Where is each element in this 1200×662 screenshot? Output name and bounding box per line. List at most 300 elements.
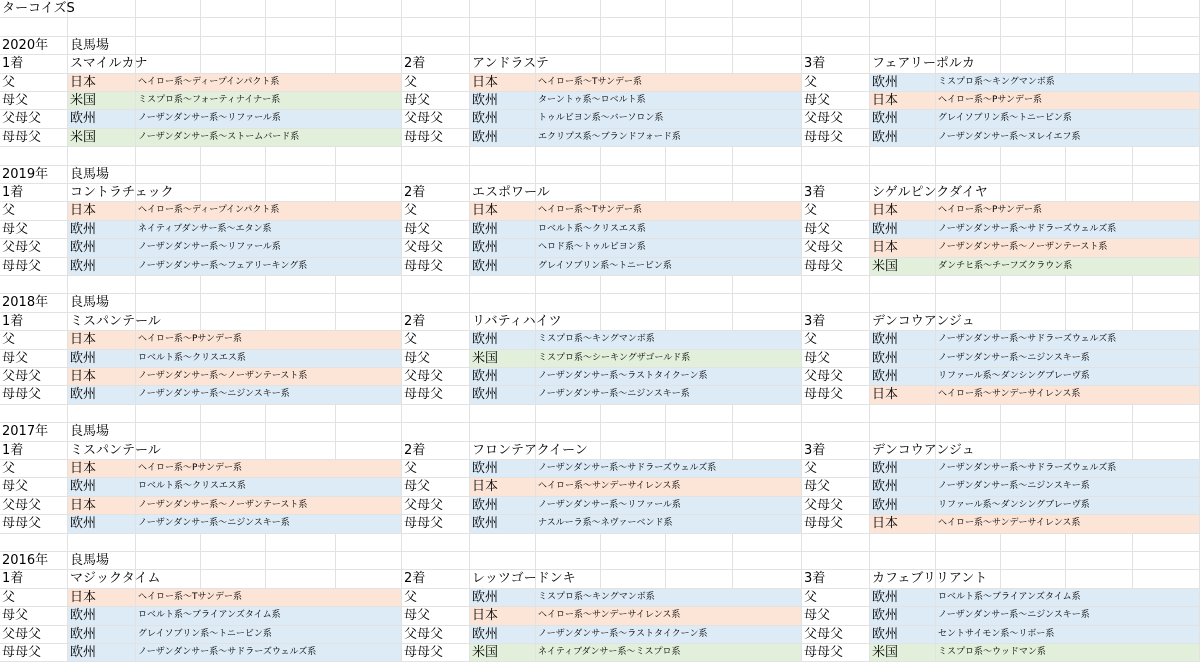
horse-name[interactable]: ミスパンテール xyxy=(68,313,136,331)
empty-cell[interactable] xyxy=(266,55,336,73)
empty-cell[interactable] xyxy=(666,405,733,423)
sire-line[interactable]: ロベルト系～クリスエス系 xyxy=(136,478,402,496)
empty-cell[interactable] xyxy=(870,534,936,552)
empty-cell[interactable] xyxy=(336,313,402,331)
placing-label[interactable]: 1着 xyxy=(0,570,68,588)
sire-line[interactable]: ロベルト系～クリスエス系 xyxy=(136,350,402,368)
sire-region[interactable]: 日本 xyxy=(870,515,936,533)
horse-name[interactable]: ミスパンテール xyxy=(68,442,136,460)
empty-cell[interactable] xyxy=(870,18,936,36)
horse-name[interactable]: シゲルピンクダイヤ xyxy=(870,184,936,202)
placing-label[interactable]: 1着 xyxy=(0,313,68,331)
year-label[interactable]: 2019年 xyxy=(0,166,68,184)
sire-line[interactable]: ミスプロ系～フォーティナイナー系 xyxy=(136,92,402,110)
empty-cell[interactable] xyxy=(266,552,336,570)
empty-cell[interactable] xyxy=(536,405,601,423)
sire-line[interactable]: ミスプロ系～シーキングザゴールド系 xyxy=(536,350,802,368)
sire-region[interactable]: 欧州 xyxy=(470,589,536,607)
empty-cell[interactable] xyxy=(266,184,336,202)
empty-cell[interactable] xyxy=(266,313,336,331)
empty-cell[interactable] xyxy=(601,534,666,552)
horse-name[interactable]: マジックタイム xyxy=(68,570,136,588)
track-condition[interactable]: 良馬場 xyxy=(68,552,136,570)
sire-line[interactable]: ヘイロー系～Tサンデー系 xyxy=(536,202,802,220)
empty-cell[interactable] xyxy=(1001,534,1066,552)
sire-region[interactable]: 欧州 xyxy=(870,497,936,515)
pedigree-role-label[interactable]: 母父 xyxy=(402,350,470,368)
pedigree-role-label[interactable]: 父母父 xyxy=(802,626,870,644)
empty-cell[interactable] xyxy=(936,423,1001,441)
sire-region[interactable]: 欧州 xyxy=(470,331,536,349)
empty-cell[interactable] xyxy=(201,147,266,165)
sire-region[interactable]: 日本 xyxy=(68,202,136,220)
horse-name[interactable]: エスポワール xyxy=(470,184,536,202)
empty-cell[interactable] xyxy=(1001,405,1066,423)
empty-cell[interactable] xyxy=(136,294,201,312)
empty-cell[interactable] xyxy=(266,166,336,184)
empty-cell[interactable] xyxy=(870,166,936,184)
empty-cell[interactable] xyxy=(733,166,802,184)
empty-cell[interactable] xyxy=(601,55,666,73)
empty-cell[interactable] xyxy=(936,570,1001,588)
year-label[interactable]: 2018年 xyxy=(0,294,68,312)
empty-cell[interactable] xyxy=(733,423,802,441)
pedigree-role-label[interactable]: 父 xyxy=(402,74,470,92)
empty-cell[interactable] xyxy=(1133,55,1200,73)
empty-cell[interactable] xyxy=(470,276,536,294)
empty-cell[interactable] xyxy=(870,37,936,55)
empty-cell[interactable] xyxy=(666,37,733,55)
empty-cell[interactable] xyxy=(802,423,870,441)
pedigree-role-label[interactable]: 父母父 xyxy=(802,368,870,386)
empty-cell[interactable] xyxy=(402,166,470,184)
empty-cell[interactable] xyxy=(536,442,601,460)
empty-cell[interactable] xyxy=(402,147,470,165)
empty-cell[interactable] xyxy=(601,313,666,331)
empty-cell[interactable] xyxy=(1001,37,1066,55)
sire-region[interactable]: 欧州 xyxy=(470,515,536,533)
empty-cell[interactable] xyxy=(936,552,1001,570)
empty-cell[interactable] xyxy=(402,552,470,570)
empty-cell[interactable] xyxy=(470,0,536,18)
empty-cell[interactable] xyxy=(536,276,601,294)
empty-cell[interactable] xyxy=(1066,423,1133,441)
empty-cell[interactable] xyxy=(1066,405,1133,423)
empty-cell[interactable] xyxy=(266,147,336,165)
empty-cell[interactable] xyxy=(1066,552,1133,570)
empty-cell[interactable] xyxy=(68,405,136,423)
sire-region[interactable]: 欧州 xyxy=(470,92,536,110)
sire-region[interactable]: 欧州 xyxy=(870,589,936,607)
empty-cell[interactable] xyxy=(336,552,402,570)
empty-cell[interactable] xyxy=(536,147,601,165)
sire-region[interactable]: 欧州 xyxy=(470,626,536,644)
empty-cell[interactable] xyxy=(1133,423,1200,441)
sire-line[interactable]: ノーザンダンサー系～ストームバード系 xyxy=(136,129,402,147)
sire-line[interactable]: ロベルト系～ブライアンズタイム系 xyxy=(136,607,402,625)
empty-cell[interactable] xyxy=(470,534,536,552)
empty-cell[interactable] xyxy=(733,534,802,552)
sire-region[interactable]: 日本 xyxy=(68,368,136,386)
placing-label[interactable]: 1着 xyxy=(0,442,68,460)
empty-cell[interactable] xyxy=(733,442,802,460)
empty-cell[interactable] xyxy=(601,405,666,423)
pedigree-role-label[interactable]: 母父 xyxy=(802,221,870,239)
empty-cell[interactable] xyxy=(470,423,536,441)
pedigree-role-label[interactable]: 母母父 xyxy=(402,258,470,276)
empty-cell[interactable] xyxy=(201,37,266,55)
empty-cell[interactable] xyxy=(601,0,666,18)
sire-line[interactable]: ミスプロ系～ウッドマン系 xyxy=(936,644,1200,662)
empty-cell[interactable] xyxy=(802,37,870,55)
pedigree-role-label[interactable]: 母父 xyxy=(402,607,470,625)
empty-cell[interactable] xyxy=(402,0,470,18)
track-condition[interactable]: 良馬場 xyxy=(68,166,136,184)
sire-region[interactable]: 日本 xyxy=(68,589,136,607)
sire-region[interactable]: 欧州 xyxy=(870,221,936,239)
empty-cell[interactable] xyxy=(1066,37,1133,55)
empty-cell[interactable] xyxy=(68,276,136,294)
sire-line[interactable]: ナスルーラ系～ネヴァーベンド系 xyxy=(536,515,802,533)
empty-cell[interactable] xyxy=(1001,294,1066,312)
pedigree-role-label[interactable]: 母母父 xyxy=(402,515,470,533)
empty-cell[interactable] xyxy=(666,276,733,294)
sire-region[interactable]: 米国 xyxy=(870,258,936,276)
year-label[interactable]: 2016年 xyxy=(0,552,68,570)
placing-label[interactable]: 2着 xyxy=(402,313,470,331)
pedigree-role-label[interactable]: 父 xyxy=(802,460,870,478)
empty-cell[interactable] xyxy=(1001,442,1066,460)
sire-line[interactable]: ダンチヒ系～チーフズクラウン系 xyxy=(936,258,1200,276)
empty-cell[interactable] xyxy=(266,0,336,18)
empty-cell[interactable] xyxy=(1001,0,1066,18)
empty-cell[interactable] xyxy=(733,18,802,36)
empty-cell[interactable] xyxy=(601,423,666,441)
pedigree-role-label[interactable]: 父母父 xyxy=(402,368,470,386)
horse-name[interactable]: フロンテアクイーン xyxy=(470,442,536,460)
sire-region[interactable]: 欧州 xyxy=(68,350,136,368)
empty-cell[interactable] xyxy=(1133,37,1200,55)
empty-cell[interactable] xyxy=(68,0,136,18)
sire-region[interactable]: 日本 xyxy=(68,331,136,349)
empty-cell[interactable] xyxy=(1133,184,1200,202)
sire-region[interactable]: 日本 xyxy=(470,607,536,625)
empty-cell[interactable] xyxy=(601,552,666,570)
sire-line[interactable]: ノーザンダンサー系～サドラーズウェルズ系 xyxy=(936,460,1200,478)
empty-cell[interactable] xyxy=(601,147,666,165)
empty-cell[interactable] xyxy=(201,534,266,552)
empty-cell[interactable] xyxy=(601,294,666,312)
pedigree-role-label[interactable]: 母母父 xyxy=(0,515,68,533)
empty-cell[interactable] xyxy=(936,534,1001,552)
sire-region[interactable]: 日本 xyxy=(870,386,936,404)
sire-line[interactable]: ノーザンダンサー系～ニジンスキー系 xyxy=(136,386,402,404)
sire-region[interactable]: 日本 xyxy=(470,74,536,92)
empty-cell[interactable] xyxy=(802,294,870,312)
sire-region[interactable]: 欧州 xyxy=(68,110,136,128)
empty-cell[interactable] xyxy=(201,0,266,18)
sire-region[interactable]: 欧州 xyxy=(68,386,136,404)
empty-cell[interactable] xyxy=(601,18,666,36)
empty-cell[interactable] xyxy=(336,423,402,441)
empty-cell[interactable] xyxy=(266,405,336,423)
empty-cell[interactable] xyxy=(1133,534,1200,552)
empty-cell[interactable] xyxy=(1133,276,1200,294)
empty-cell[interactable] xyxy=(1133,442,1200,460)
sire-line[interactable]: リファール系～ダンシングブレーヴ系 xyxy=(936,368,1200,386)
empty-cell[interactable] xyxy=(0,147,68,165)
empty-cell[interactable] xyxy=(201,442,266,460)
empty-cell[interactable] xyxy=(733,405,802,423)
empty-cell[interactable] xyxy=(136,570,201,588)
sire-region[interactable]: 欧州 xyxy=(470,129,536,147)
empty-cell[interactable] xyxy=(1133,313,1200,331)
empty-cell[interactable] xyxy=(336,442,402,460)
empty-cell[interactable] xyxy=(402,276,470,294)
empty-cell[interactable] xyxy=(402,294,470,312)
empty-cell[interactable] xyxy=(936,313,1001,331)
sire-region[interactable]: 欧州 xyxy=(68,607,136,625)
empty-cell[interactable] xyxy=(1133,294,1200,312)
empty-cell[interactable] xyxy=(870,147,936,165)
empty-cell[interactable] xyxy=(936,184,1001,202)
empty-cell[interactable] xyxy=(802,534,870,552)
empty-cell[interactable] xyxy=(201,313,266,331)
empty-cell[interactable] xyxy=(733,37,802,55)
sire-region[interactable]: 欧州 xyxy=(470,110,536,128)
empty-cell[interactable] xyxy=(266,18,336,36)
empty-cell[interactable] xyxy=(1133,147,1200,165)
pedigree-role-label[interactable]: 母母父 xyxy=(802,129,870,147)
sheet-title[interactable]: ターコイズS xyxy=(0,0,68,18)
sire-line[interactable]: セントサイモン系～リボー系 xyxy=(936,626,1200,644)
empty-cell[interactable] xyxy=(201,276,266,294)
empty-cell[interactable] xyxy=(1066,534,1133,552)
pedigree-role-label[interactable]: 父 xyxy=(402,589,470,607)
empty-cell[interactable] xyxy=(1066,0,1133,18)
empty-cell[interactable] xyxy=(733,0,802,18)
empty-cell[interactable] xyxy=(470,18,536,36)
empty-cell[interactable] xyxy=(0,18,68,36)
empty-cell[interactable] xyxy=(266,570,336,588)
empty-cell[interactable] xyxy=(136,55,201,73)
pedigree-role-label[interactable]: 父 xyxy=(0,331,68,349)
empty-cell[interactable] xyxy=(136,0,201,18)
empty-cell[interactable] xyxy=(266,276,336,294)
placing-label[interactable]: 2着 xyxy=(402,184,470,202)
sire-region[interactable]: 欧州 xyxy=(68,626,136,644)
sire-region[interactable]: 欧州 xyxy=(68,221,136,239)
empty-cell[interactable] xyxy=(402,423,470,441)
empty-cell[interactable] xyxy=(936,18,1001,36)
empty-cell[interactable] xyxy=(666,184,733,202)
empty-cell[interactable] xyxy=(336,37,402,55)
empty-cell[interactable] xyxy=(402,405,470,423)
empty-cell[interactable] xyxy=(733,294,802,312)
empty-cell[interactable] xyxy=(136,534,201,552)
sire-region[interactable]: 欧州 xyxy=(870,368,936,386)
empty-cell[interactable] xyxy=(536,37,601,55)
sire-region[interactable]: 欧州 xyxy=(870,129,936,147)
sire-line[interactable]: ヘイロー系～Tサンデー系 xyxy=(536,74,802,92)
empty-cell[interactable] xyxy=(1066,294,1133,312)
empty-cell[interactable] xyxy=(201,166,266,184)
empty-cell[interactable] xyxy=(1066,147,1133,165)
empty-cell[interactable] xyxy=(601,276,666,294)
sire-region[interactable]: 日本 xyxy=(68,74,136,92)
pedigree-role-label[interactable]: 父母父 xyxy=(0,110,68,128)
empty-cell[interactable] xyxy=(936,276,1001,294)
pedigree-role-label[interactable]: 母母父 xyxy=(0,644,68,662)
sire-line[interactable]: ノーザンダンサー系～ラストタイクーン系 xyxy=(536,626,802,644)
sire-line[interactable]: ノーザンダンサー系～ニジンスキー系 xyxy=(936,478,1200,496)
empty-cell[interactable] xyxy=(870,294,936,312)
empty-cell[interactable] xyxy=(666,313,733,331)
empty-cell[interactable] xyxy=(536,294,601,312)
sire-line[interactable]: ヘイロー系～ディープインパクト系 xyxy=(136,74,402,92)
empty-cell[interactable] xyxy=(1001,166,1066,184)
empty-cell[interactable] xyxy=(802,276,870,294)
empty-cell[interactable] xyxy=(733,552,802,570)
pedigree-role-label[interactable]: 父母父 xyxy=(0,626,68,644)
horse-name[interactable]: デンコウアンジュ xyxy=(870,442,936,460)
sire-line[interactable]: ネイティブダンサー系～エタン系 xyxy=(136,221,402,239)
empty-cell[interactable] xyxy=(201,570,266,588)
sire-region[interactable]: 欧州 xyxy=(870,460,936,478)
empty-cell[interactable] xyxy=(870,423,936,441)
empty-cell[interactable] xyxy=(136,405,201,423)
empty-cell[interactable] xyxy=(601,166,666,184)
sire-line[interactable]: ヘイロー系～サンデーサイレンス系 xyxy=(936,386,1200,404)
sire-line[interactable]: ヘイロー系～Pサンデー系 xyxy=(936,202,1200,220)
empty-cell[interactable] xyxy=(666,18,733,36)
pedigree-role-label[interactable]: 父母父 xyxy=(0,239,68,257)
empty-cell[interactable] xyxy=(666,534,733,552)
horse-name[interactable]: リバティハイツ xyxy=(470,313,536,331)
placing-label[interactable]: 3着 xyxy=(802,184,870,202)
sire-line[interactable]: ノーザンダンサー系～リファール系 xyxy=(136,110,402,128)
empty-cell[interactable] xyxy=(136,552,201,570)
empty-cell[interactable] xyxy=(336,18,402,36)
sire-line[interactable]: ノーザンダンサー系～フェアリーキング系 xyxy=(136,258,402,276)
sire-region[interactable]: 欧州 xyxy=(470,386,536,404)
empty-cell[interactable] xyxy=(536,184,601,202)
pedigree-role-label[interactable]: 母父 xyxy=(802,92,870,110)
empty-cell[interactable] xyxy=(666,442,733,460)
sire-line[interactable]: ネイティブダンサー系～ミスプロ系 xyxy=(536,644,802,662)
empty-cell[interactable] xyxy=(1066,55,1133,73)
empty-cell[interactable] xyxy=(1001,423,1066,441)
empty-cell[interactable] xyxy=(1066,570,1133,588)
sire-region[interactable]: 米国 xyxy=(470,644,536,662)
horse-name[interactable]: レッツゴードンキ xyxy=(470,570,536,588)
empty-cell[interactable] xyxy=(733,276,802,294)
empty-cell[interactable] xyxy=(733,184,802,202)
sire-line[interactable]: ミスプロ系～キングマンボ系 xyxy=(536,331,802,349)
empty-cell[interactable] xyxy=(136,37,201,55)
horse-name[interactable]: カフェブリリアント xyxy=(870,570,936,588)
empty-cell[interactable] xyxy=(936,147,1001,165)
sire-region[interactable]: 欧州 xyxy=(68,515,136,533)
pedigree-role-label[interactable]: 母母父 xyxy=(402,129,470,147)
pedigree-role-label[interactable]: 父 xyxy=(402,460,470,478)
empty-cell[interactable] xyxy=(136,276,201,294)
sire-line[interactable]: ヘイロー系～ディープインパクト系 xyxy=(136,202,402,220)
empty-cell[interactable] xyxy=(0,534,68,552)
empty-cell[interactable] xyxy=(536,0,601,18)
pedigree-role-label[interactable]: 父 xyxy=(0,460,68,478)
sire-line[interactable]: ミスプロ系～キングマンボ系 xyxy=(936,74,1200,92)
empty-cell[interactable] xyxy=(1001,147,1066,165)
placing-label[interactable]: 3着 xyxy=(802,313,870,331)
placing-label[interactable]: 2着 xyxy=(402,55,470,73)
sire-region[interactable]: 欧州 xyxy=(870,626,936,644)
empty-cell[interactable] xyxy=(336,276,402,294)
empty-cell[interactable] xyxy=(536,552,601,570)
empty-cell[interactable] xyxy=(1001,552,1066,570)
empty-cell[interactable] xyxy=(201,405,266,423)
empty-cell[interactable] xyxy=(870,0,936,18)
pedigree-role-label[interactable]: 母父 xyxy=(0,221,68,239)
empty-cell[interactable] xyxy=(68,534,136,552)
placing-label[interactable]: 1着 xyxy=(0,184,68,202)
empty-cell[interactable] xyxy=(336,405,402,423)
empty-cell[interactable] xyxy=(336,570,402,588)
empty-cell[interactable] xyxy=(536,570,601,588)
pedigree-role-label[interactable]: 母母父 xyxy=(402,644,470,662)
sire-region[interactable]: 欧州 xyxy=(870,110,936,128)
sire-region[interactable]: 欧州 xyxy=(870,350,936,368)
empty-cell[interactable] xyxy=(201,18,266,36)
pedigree-role-label[interactable]: 母父 xyxy=(402,478,470,496)
empty-cell[interactable] xyxy=(1133,18,1200,36)
sire-line[interactable]: ノーザンダンサー系～サドラーズウェルズ系 xyxy=(936,221,1200,239)
track-condition[interactable]: 良馬場 xyxy=(68,37,136,55)
empty-cell[interactable] xyxy=(1001,276,1066,294)
empty-cell[interactable] xyxy=(666,166,733,184)
empty-cell[interactable] xyxy=(402,18,470,36)
placing-label[interactable]: 1着 xyxy=(0,55,68,73)
empty-cell[interactable] xyxy=(733,55,802,73)
empty-cell[interactable] xyxy=(802,147,870,165)
sire-line[interactable]: ヘイロー系～サンデーサイレンス系 xyxy=(536,607,802,625)
sire-region[interactable]: 日本 xyxy=(870,239,936,257)
sire-line[interactable]: ノーザンダンサー系～リファール系 xyxy=(136,239,402,257)
empty-cell[interactable] xyxy=(536,313,601,331)
empty-cell[interactable] xyxy=(802,405,870,423)
pedigree-role-label[interactable]: 母父 xyxy=(802,478,870,496)
empty-cell[interactable] xyxy=(1133,570,1200,588)
sire-line[interactable]: ノーザンダンサー系～サドラーズウェルズ系 xyxy=(136,644,402,662)
horse-name[interactable]: アンドラステ xyxy=(470,55,536,73)
pedigree-role-label[interactable]: 父母父 xyxy=(402,626,470,644)
empty-cell[interactable] xyxy=(136,313,201,331)
empty-cell[interactable] xyxy=(1133,0,1200,18)
sire-line[interactable]: ヘイロー系～Tサンデー系 xyxy=(136,589,402,607)
pedigree-role-label[interactable]: 父 xyxy=(402,331,470,349)
sire-region[interactable]: 欧州 xyxy=(470,239,536,257)
sire-region[interactable]: 欧州 xyxy=(470,258,536,276)
sire-region[interactable]: 欧州 xyxy=(470,368,536,386)
sire-region[interactable]: 欧州 xyxy=(870,331,936,349)
pedigree-role-label[interactable]: 母父 xyxy=(802,607,870,625)
sire-region[interactable]: 欧州 xyxy=(870,607,936,625)
empty-cell[interactable] xyxy=(1001,55,1066,73)
empty-cell[interactable] xyxy=(336,184,402,202)
sire-region[interactable]: 欧州 xyxy=(870,478,936,496)
pedigree-role-label[interactable]: 母母父 xyxy=(0,386,68,404)
horse-name[interactable]: フェアリーポルカ xyxy=(870,55,936,73)
